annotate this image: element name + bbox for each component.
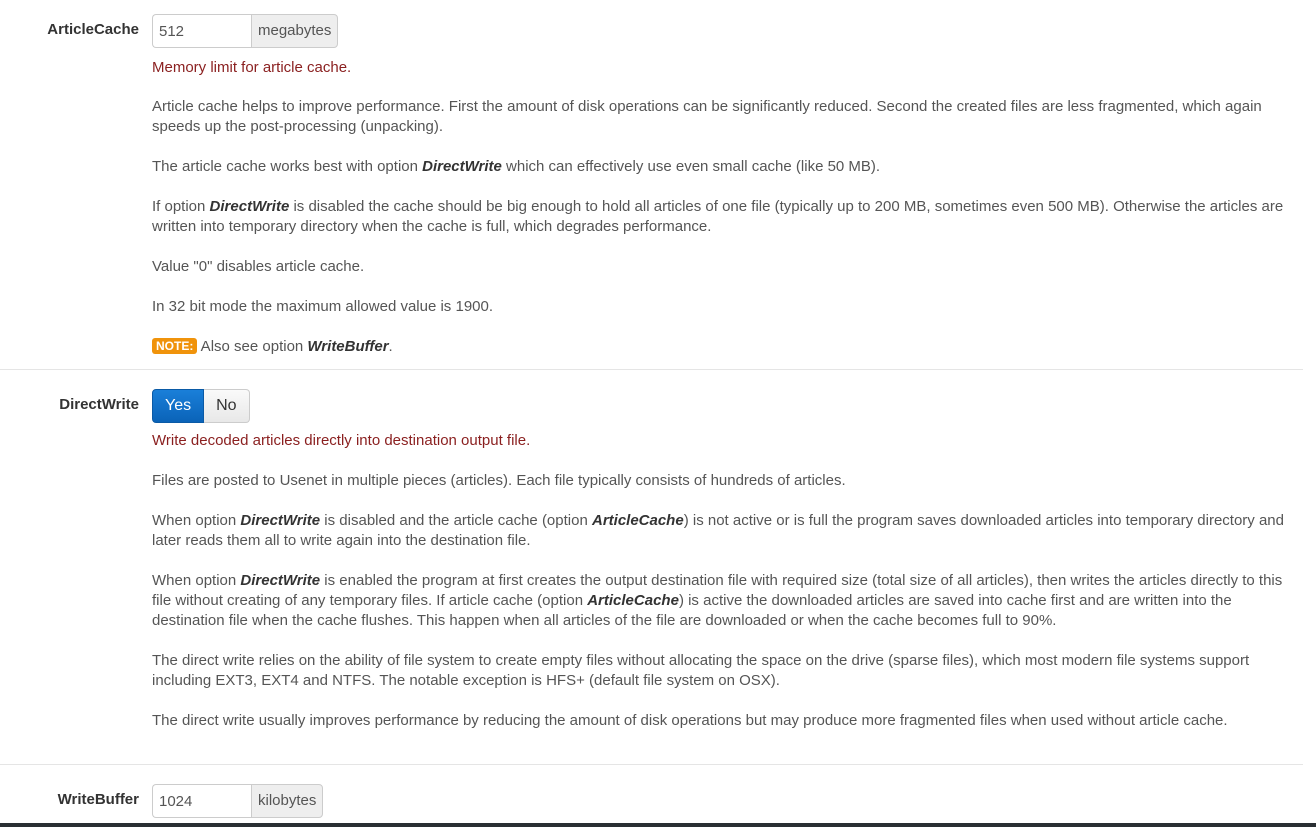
article-cache-desc-3 (152, 197, 1302, 237)
direct-write-desc-2-wrap (152, 511, 1302, 551)
option-ref-articlecache: ArticleCache (587, 592, 679, 609)
direct-write-desc-2 (152, 511, 1302, 551)
direct-write-desc-1: Files are posted to Usenet in multiple pieces (articles). Each file typically consists of hundreds of articles. (152, 472, 846, 489)
window-bottom-edge (0, 823, 1316, 827)
direct-write-title-wrap (152, 431, 1302, 451)
article-cache-desc-4-wrap (152, 257, 1302, 277)
article-cache-input[interactable] (152, 14, 251, 48)
write-buffer-content (152, 784, 1302, 818)
write-buffer-input-group (152, 784, 1302, 818)
section-divider (0, 764, 1303, 765)
text-segment: When option (152, 572, 241, 589)
text-segment: is disabled the cache should be big enough to hold all articles of one file (typically up to 200 MB, sometimes even 500 MB). Otherwise the articles are written into temporary directory when the cache is full, which degrades performance. (152, 198, 1284, 235)
article-cache-desc-5: In 32 bit mode the maximum allowed value is 1900. (152, 298, 494, 315)
option-ref-writebuffer: WriteBuffer (307, 338, 389, 355)
direct-write-no-button[interactable]: No (204, 389, 249, 423)
section-divider (0, 369, 1303, 370)
write-buffer-unit: kilobytes (251, 784, 323, 818)
article-cache-content (152, 14, 1302, 48)
article-cache-desc-3-wrap (152, 197, 1302, 237)
text-segment: . (388, 338, 393, 355)
article-cache-desc-5-wrap (152, 297, 1302, 317)
option-ref-directwrite: DirectWrite (422, 158, 502, 175)
note-badge: NOTE: (152, 338, 197, 354)
text-segment: ) is active the downloaded articles are saved into cache first and are written into the destination file when the cache flushes. This happen when all articles of the file are downloaded or when the cache becomes full to 90%. (152, 592, 1232, 629)
write-buffer-input[interactable] (152, 784, 251, 818)
direct-write-toggle-wrap (152, 389, 1302, 423)
text-segment: is disabled and the article cache (option (320, 512, 592, 529)
text-segment: Also see option (197, 338, 308, 355)
text-segment: is enabled the program at first creates the output destination file with required size (total size of all articles), then writes the articles directly to this file without creating of any temporary files. If article cache (option (152, 572, 1283, 609)
article-cache-unit: megabytes (251, 14, 338, 48)
option-ref-directwrite: DirectWrite (240, 572, 321, 589)
option-ref-directwrite: DirectWrite (240, 512, 321, 529)
article-cache-note-wrap (152, 337, 1302, 357)
direct-write-label: DirectWrite (59, 396, 139, 413)
direct-write-toggle (152, 389, 1302, 423)
text-segment: The article cache works best with option (152, 158, 423, 175)
text-segment: ) is not active or is full the program saves downloaded articles into temporary directory and later reads them all to write again into the destination file. (152, 512, 1284, 549)
article-cache-desc-1-wrap (152, 97, 1302, 137)
direct-write-desc-3 (152, 571, 1302, 631)
article-cache-desc-1: Article cache helps to improve performance. First the amount of disk operations can be significantly reduced. Second the created files are less fragmented, which again speeds up the post-processing (unpacking). (152, 98, 1262, 135)
direct-write-desc-3-wrap (152, 571, 1302, 631)
direct-write-title: Write decoded articles directly into destination output file. (152, 432, 531, 449)
direct-write-desc-4: The direct write relies on the ability of file system to create empty files without allocating the space on the drive (sparse files), which most modern file systems support including EXT3, EXT4 and NTFS. The notable exception is HFS+ (default file system on OSX). (152, 652, 1250, 689)
write-buffer-label: WriteBuffer (57, 791, 139, 808)
text-segment: which can effectively use even small cache (like 50 MB). (501, 158, 881, 175)
text-segment: When option (152, 512, 241, 529)
direct-write-desc-5: The direct write usually improves performance by reducing the amount of disk operations but may produce more fragmented files when used without article cache. (152, 712, 1228, 729)
direct-write-desc-1-wrap (152, 471, 1302, 491)
article-cache-note (152, 337, 1302, 357)
direct-write-desc-4-wrap (152, 651, 1302, 691)
direct-write-yes-button[interactable]: Yes (152, 389, 204, 423)
article-cache-desc-2 (152, 157, 1302, 177)
option-ref-directwrite: DirectWrite (209, 198, 290, 215)
option-ref-articlecache: ArticleCache (591, 512, 684, 529)
article-cache-help (152, 58, 1302, 78)
article-cache-desc-4: Value "0" disables article cache. (152, 258, 365, 275)
article-cache-input-group (152, 14, 1302, 48)
article-cache-label: ArticleCache (47, 21, 139, 38)
text-segment: If option (152, 198, 210, 215)
article-cache-desc-2-wrap (152, 157, 1302, 177)
direct-write-desc-5-wrap (152, 711, 1302, 731)
article-cache-title: Memory limit for article cache. (152, 59, 352, 76)
